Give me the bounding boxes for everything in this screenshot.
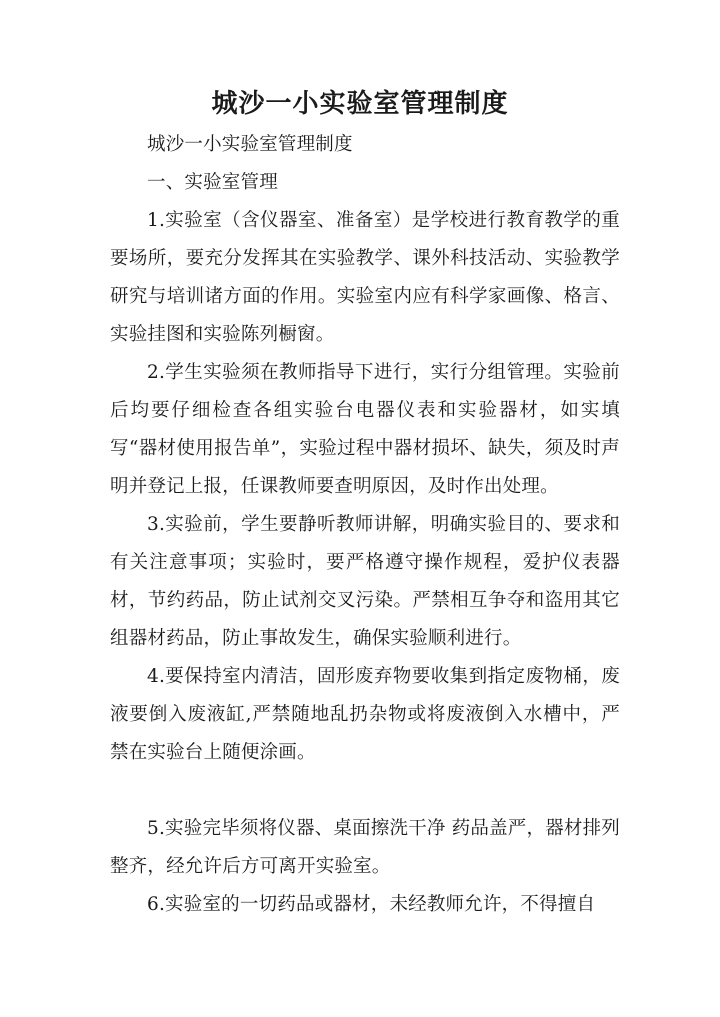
paragraph-item-6: 6.实验室的一切药品或器材，未经教师允许，不得擅自 xyxy=(147,894,596,915)
paragraph-item-4: 4.要保持室内清洁，固形废弃物要收集到指定废物桶，废液要倒入废液缸,严禁随地乱扔杂物或将废液倒入水槽中，严禁在实验台上随便涂画。 xyxy=(110,666,620,763)
paragraph-section-heading: 一、实验室管理 xyxy=(147,172,278,193)
paragraph-item-1: 1.实验室（含仪器室、准备室）是学校进行教育教学的重要场所，要充分发挥其在实验教学、课外科技活动、实验教学研究与培训诸方面的作用。实验室内应有科学家画像、格言、实验挂图和实验陈列橱窗。 xyxy=(110,210,620,345)
paragraph-item-2: 2.学生实验须在教师指导下进行，实行分组管理。实验前后均要仔细检查各组实验台电器仪表和实验器材，如实填写“器材使用报告单”，实验过程中器材损坏、缺失，须及时声明并登记上报，任课教师要查明原因，及时作出处理。 xyxy=(110,362,620,497)
document-title: 城沙一小实验室管理制度 xyxy=(211,89,509,119)
paragraph-item-3: 3.实验前，学生要静听教师讲解，明确实验目的、要求和有关注意事项；实验时，要严格遵守操作规程，爱护仪表器材，节约药品，防止试剂交叉污染。严禁相互争夺和盗用其它组器材药品，防止事故发生，确保实验顺利进行。 xyxy=(110,514,620,649)
paragraph-subtitle: 城沙一小实验室管理制度 xyxy=(147,134,353,155)
document-body xyxy=(110,126,620,924)
paragraph-item-5: 5.实验完毕须将仪器、桌面擦洗干净 药品盖严，器材排列整齐，经允许后方可离开实验室。 xyxy=(110,818,620,877)
